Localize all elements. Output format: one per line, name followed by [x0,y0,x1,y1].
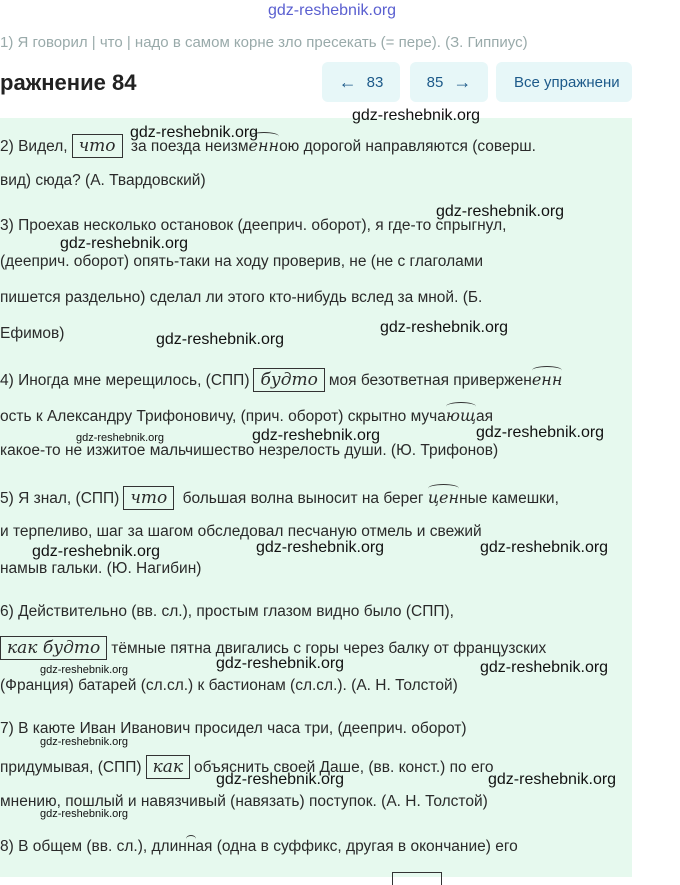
conjunction-box: что [123,486,174,510]
suffix-arc: ющ [445,406,476,425]
sentence-3-line-3: пишется раздельно) сделал ли этого кто-нибудь вслед за мной. (Б. [0,289,483,306]
sentence-6-line-1: 6) Действительно (вв. сл.), простым глазом видно было (СПП), [0,603,454,620]
suffix-arc: енн [248,136,280,155]
watermark: gdz-reshebnik.org [252,427,381,444]
conjunction-box: что [72,134,123,158]
sentence-3-line-4: Ефимов) [0,325,65,342]
sentence-8-line-1: 8) В общем (вв. сл.), длинная (одна в суффикс, другая в окончание) его [0,838,518,855]
sentence-4-line-2: ость к Александру Трифоновичу, (прич. оборот) скрытно мучающая [0,406,493,425]
watermark: gdz-reshebnik.org [40,808,129,820]
sentence-7-line-2: придумывая, (СПП) как объяснить своей Даше, (вв. конст.) по его [0,757,494,777]
sentence-3-line-1: 3) Проехав несколько остановок (дееприч. оборот), я где-то спрыгнул, [0,217,507,234]
watermark: gdz-reshebnik.org [40,664,129,676]
suffix-arc: енн [531,370,563,389]
next-exercise-label: 85 [426,73,444,91]
conjunction-box: будто [253,368,324,392]
watermark: gdz-reshebnik.org [380,319,509,336]
conjunction-box: как будто [0,636,107,660]
sentence-4-line-1: 4) Иногда мне мерещилось, (СПП) будто моя безответная привержененн [0,370,563,390]
watermark-top: gdz-reshebnik.org [268,2,397,19]
watermark: gdz-reshebnik.org [156,331,285,348]
watermark: gdz-reshebnik.org [476,424,605,441]
sentence-7-line-1: 7) В каюте Иван Иванович просидел часа три, (дееприч. оборот) [0,720,467,737]
sentence-3-line-2: (дееприч. оборот) опять-таки на ходу проверив, не (не с глаголами [0,253,484,270]
next-exercise-button[interactable] [410,62,488,102]
arrow-right-icon: → [453,71,472,92]
watermark: gdz-reshebnik.org [32,543,161,560]
watermark: gdz-reshebnik.org [130,124,259,141]
sentence-6-line-2: как будто тёмные пятна двигались с горы через балку от французских [0,636,546,660]
sentence-5-line-2: и терпеливо, шаг за шагом обследовал песчаную отмель и свежий [0,523,482,540]
conjunction-box: как [146,755,190,779]
watermark: gdz-reshebnik.org [40,736,129,748]
root-arc: цен [427,488,460,507]
sentence-7-line-3: мнению, пошлый и навязчивый (навязать) поступок. (А. Н. Толстой) [0,793,488,810]
watermark: gdz-reshebnik.org [216,655,345,672]
prev-exercise-label: 83 [366,73,384,91]
watermark: gdz-reshebnik.org [480,659,609,676]
sentence-5-line-1: 5) Я знал, (СПП) что большая волна выносит на берег ценные камешки, [0,488,559,508]
watermark: gdz-reshebnik.org [352,107,481,124]
all-exercises-label: Все упражнени [514,73,620,91]
watermark: gdz-reshebnik.org [60,235,189,252]
previous-sentence-faded: 1) Я говорил | что | надо в самом корне зло пресекать (= пере). (З. Гиппиус) [0,34,528,51]
sentence-2-line-2: вид) сюда? (А. Твардовский) [0,172,206,189]
all-exercises-button[interactable] [496,62,632,102]
suffix-arc: н [186,838,196,855]
watermark: gdz-reshebnik.org [216,771,345,788]
conjunction-box-partial [392,872,442,885]
sentence-4-line-3: какое-то не изжитое мальчишество незрелость души. (Ю. Трифонов) [0,442,499,459]
watermark: gdz-reshebnik.org [488,771,617,788]
watermark: gdz-reshebnik.org [76,432,165,444]
watermark: gdz-reshebnik.org [436,203,565,220]
sentence-6-line-3: (Франция) батарей (сл.сл.) к бастионам (сл.сл.). (А. Н. Толстой) [0,677,458,694]
sentence-2-line-1: 2) Видел, что за поезда неизменною дорогой направляются (соверш. [0,136,536,156]
watermark: gdz-reshebnik.org [256,539,385,556]
sentence-5-line-3: намыв гальки. (Ю. Нагибин) [0,560,202,577]
page-title: ражнение 84 [0,70,137,95]
watermark: gdz-reshebnik.org [480,539,609,556]
arrow-left-icon: ← [338,71,357,92]
prev-exercise-button[interactable] [322,62,400,102]
